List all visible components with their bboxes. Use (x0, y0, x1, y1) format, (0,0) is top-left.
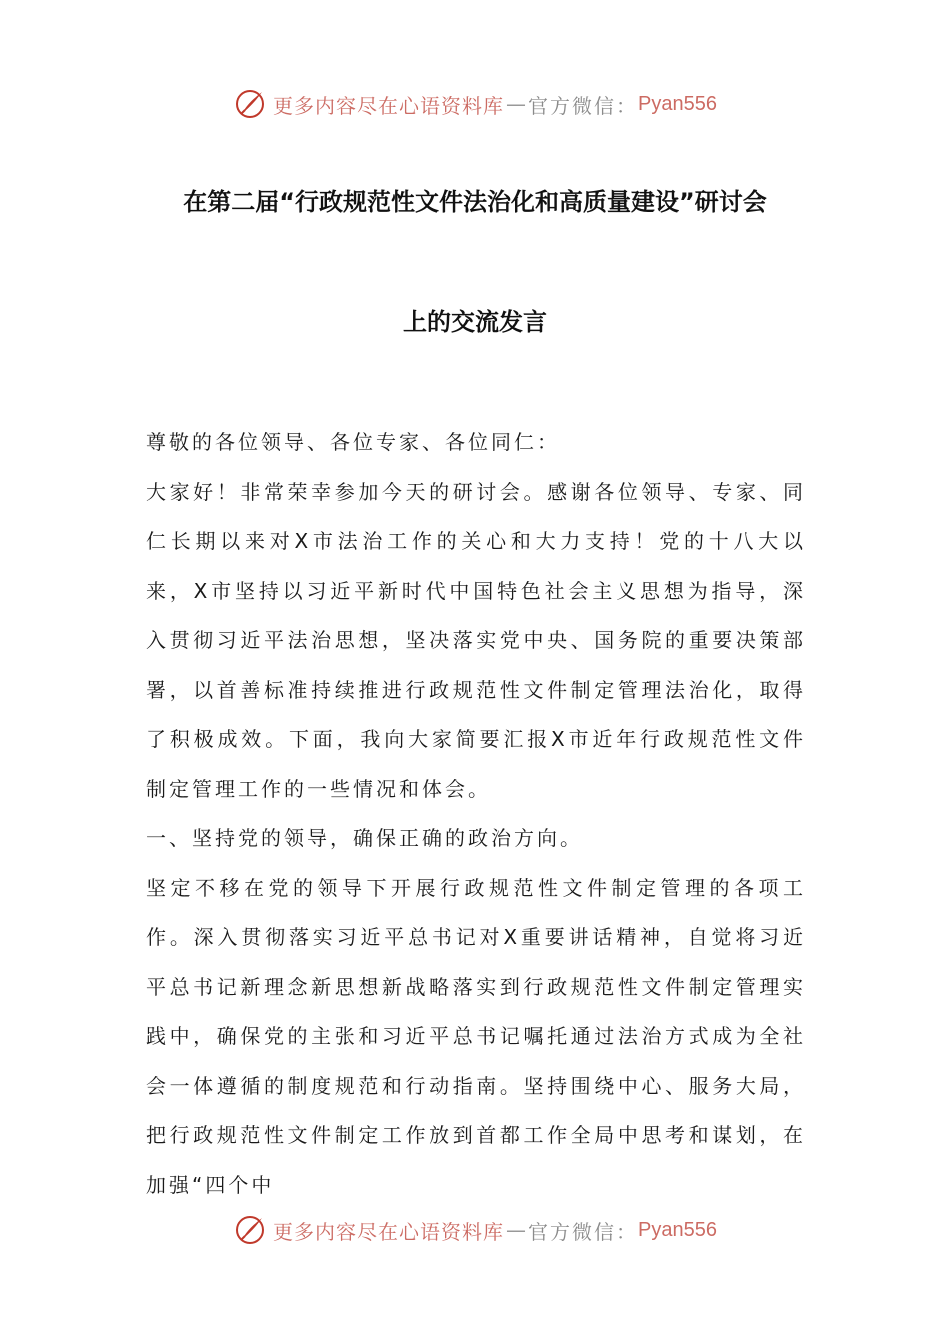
watermark-contact-label: 官方微信： (528, 93, 639, 118)
section-heading-1: 一、坚持党的领导，确保正确的政治方向。 (146, 826, 583, 850)
watermark-contact-id: Pyan556 (638, 1218, 717, 1241)
document-title-line2: 上的交流发言 (403, 308, 547, 336)
quill-pen-logo-icon (233, 1213, 267, 1247)
salutation: 尊敬的各位领导、各位专家、各位同仁： (146, 430, 560, 454)
watermark-text: 更多内容尽在心语资料库 (273, 1219, 505, 1244)
quill-pen-logo-icon (233, 87, 267, 121)
document-title-line1: 在第二届“行政规范性文件法治化和高质量建设”研讨会 (183, 188, 767, 216)
header-watermark (0, 84, 950, 124)
document-body (146, 418, 806, 1210)
watermark-contact-label: 官方微信： (528, 1219, 639, 1244)
paragraph-intro: 大家好！非常荣幸参加今天的研讨会。感谢各位领导、专家、同仁长期以来对X市法治工作的关心和大力支持！党的十八大以来，X市坚持以习近平新时代中国特色社会主义思想为指导，深入贯彻习近平法治思想，坚决落实党中央、国务院的重要决策部署，以首善标准持续推进行政规范性文件制定管理法治化，取得了积极成效。下面，我向大家简要汇报X市近年行政规范性文件制定管理工作的一些情况和体会。 (146, 479, 806, 801)
watermark-contact-id: Pyan556 (638, 92, 717, 115)
watermark-separator: — (506, 92, 527, 116)
watermark-separator: — (506, 1218, 527, 1242)
paragraph-section1: 坚定不移在党的领导下开展行政规范性文件制定管理的各项工作。深入贯彻落实习近平总书记对X重要讲话精神，自觉将习近平总书记新理念新思想新战略落实到行政规范性文件制定管理实践中，确保党的主张和习近平总书记嘱托通过法治方式成为全社会一体遵循的制度规范和行动指南。坚持围绕中心、服务大局，把行政规范性文件制定工作放到首都工作全局中思考和谋划，在加强“四个中 (146, 875, 806, 1197)
watermark-text: 更多内容尽在心语资料库 (273, 93, 505, 118)
footer-watermark (0, 1210, 950, 1250)
